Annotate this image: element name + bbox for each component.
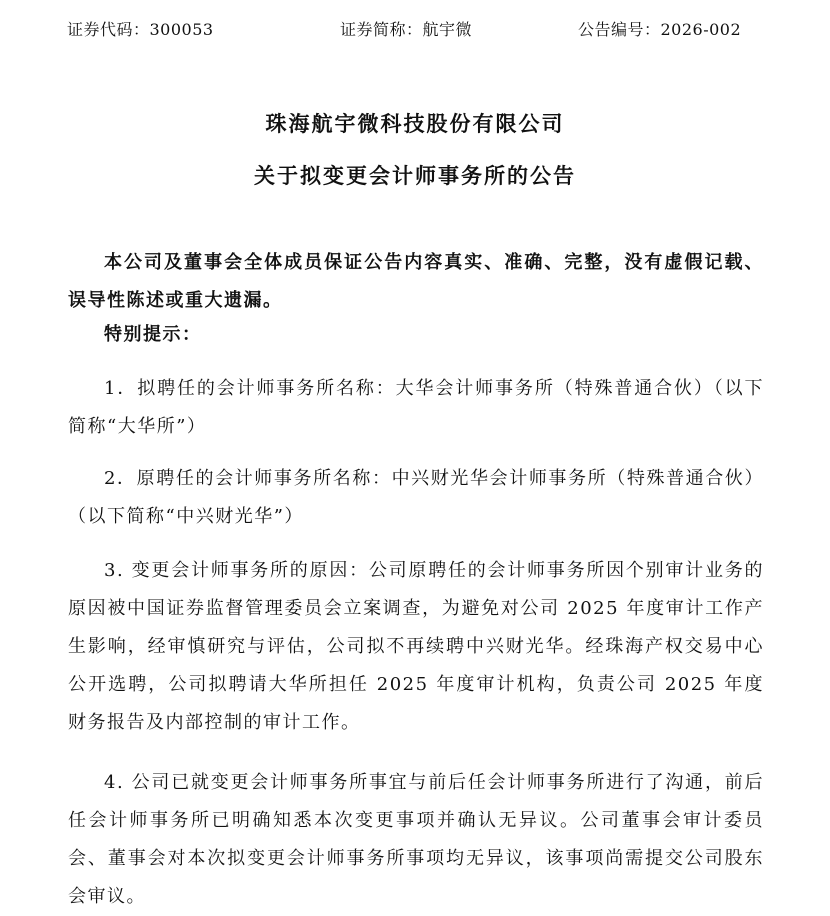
tip-item-4: 4. 公司已就变更会计师事务所事宜与前后任会计师事务所进行了沟通，前后任会计师事务所已明确知悉本次变更事项并确认无异议。公司董事会审计委员会、董事会对本次拟变更会计师事务所事项均无异议，该事项尚需提交公司股东会审议。 bbox=[68, 772, 764, 907]
tip-item-1: 1．拟聘任的会计师事务所名称：大华会计师事务所（特殊普通合伙）（以下简称“大华所”） bbox=[68, 378, 764, 437]
board-statement: 本公司及董事会全体成员保证公告内容真实、准确、完整，没有虚假记载、误导性陈述或重大遗漏。 bbox=[68, 252, 764, 311]
announcement-title: 关于拟变更会计师事务所的公告 bbox=[254, 163, 576, 188]
stock-abbreviation: 证券简称：航宇微 bbox=[340, 20, 473, 39]
document-header bbox=[0, 18, 830, 42]
announcement-number: 公告编号：2026-002 bbox=[578, 20, 742, 39]
company-title: 珠海航宇微科技股份有限公司 bbox=[265, 111, 565, 136]
stock-code: 证券代码：300053 bbox=[67, 20, 214, 39]
tip-item-2: 2．原聘任的会计师事务所名称：中兴财光华会计师事务所（特殊普通合伙）（以下简称“中兴财光华”） bbox=[68, 468, 764, 527]
tips-heading: 特别提示： bbox=[104, 324, 202, 345]
tip-item-3: 3. 变更会计师事务所的原因：公司原聘任的会计师事务所因个别审计业务的原因被中国证券监督管理委员会立案调查，为避免对公司 2025 年度审计工作产生影响，经审慎研究与评估，公司拟不再续聘中兴财光华。经珠海产权交易中心公开选聘，公司拟聘请大华所担任 2025 年度审计机构，负责公司 2025 年度财务报告及内部控制的审计工作。 bbox=[68, 560, 764, 733]
